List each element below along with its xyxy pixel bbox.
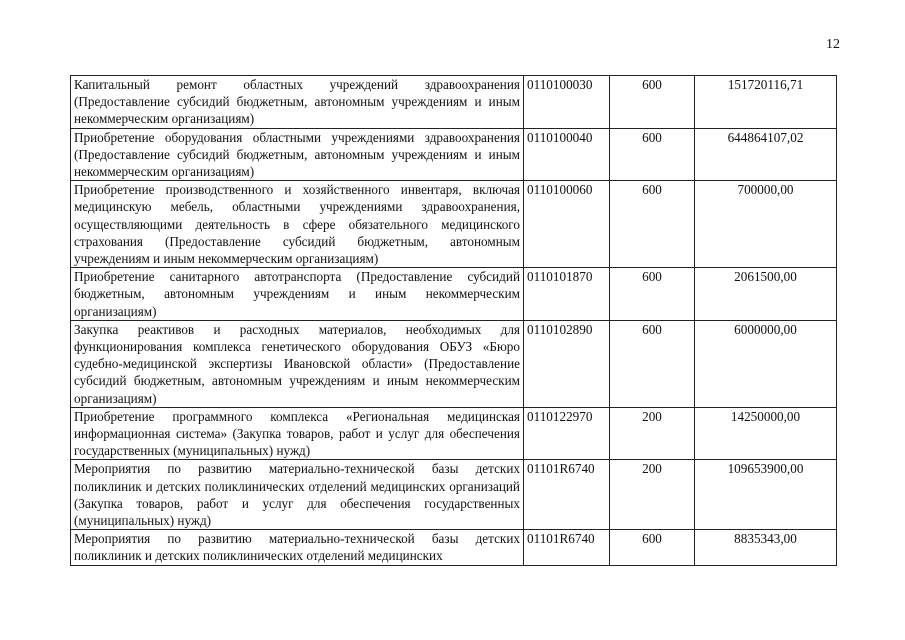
table-row [71,128,837,181]
expense-type-cell: 600 [610,76,695,129]
expense-type-cell: 600 [610,181,695,268]
expense-name-cell: Приобретение санитарного автотранспорта (Предоставление субсидий бюджетным, автономным учреждениям и иным некоммерческим организациям) [71,268,524,321]
table-row [71,268,837,321]
target-article-code-cell: 0110101870 [524,268,610,321]
target-article-code-cell: 0110100040 [524,128,610,181]
expense-type-cell: 600 [610,268,695,321]
amount-cell: 700000,00 [695,181,837,268]
expense-type-cell: 200 [610,407,695,460]
target-article-code-cell: 0110102890 [524,320,610,407]
target-article-code-cell: 0110100060 [524,181,610,268]
expense-name-cell: Мероприятия по развитию материально-технической базы детских поликлиник и детских поликлинических отделений медицинских [71,530,524,565]
amount-cell: 14250000,00 [695,407,837,460]
table-row [71,460,837,530]
expense-name-cell: Приобретение оборудования областными учреждениями здравоохранения (Предоставление субсидий бюджетным, автономным учреждениям и иным некоммерческим организациям) [71,128,524,181]
page-number: 12 [826,37,840,52]
amount-cell: 109653900,00 [695,460,837,530]
table-row [71,320,837,407]
target-article-code-cell: 01101R6740 [524,530,610,565]
table-row [71,181,837,268]
expense-name-cell: Закупка реактивов и расходных материалов, необходимых для функционирования комплекса генетического оборудования ОБУЗ «Бюро судебно-медицинской экспертизы Ивановской области» (Предоставление субсидий бюджетным, автономным учреждениям и иным некоммерческим организациям) [71,320,524,407]
expense-name-cell: Приобретение программного комплекса «Региональная медицинская информационная система» (Закупка товаров, работ и услуг для обеспечения государственных (муниципальных) нужд) [71,407,524,460]
expense-type-cell: 600 [610,128,695,181]
expense-type-cell: 600 [610,320,695,407]
amount-cell: 6000000,00 [695,320,837,407]
table-row [71,76,837,129]
table-row [71,407,837,460]
target-article-code-cell: 01101R6740 [524,460,610,530]
target-article-code-cell: 0110100030 [524,76,610,129]
budget-table-body [71,76,837,566]
table-row [71,530,837,565]
amount-cell: 2061500,00 [695,268,837,321]
expense-name-cell: Приобретение производственного и хозяйственного инвентаря, включая медицинскую мебель, областными учреждениями здравоохранения, осуществляющими деятельность в сфере обязательного медицинского страхования (Предоставление субсидий бюджетным, автономным учреждениям и иным некоммерческим организациям) [71,181,524,268]
budget-table [70,75,837,566]
expense-type-cell: 200 [610,460,695,530]
amount-cell: 151720116,71 [695,76,837,129]
amount-cell: 644864107,02 [695,128,837,181]
expense-name-cell: Капитальный ремонт областных учреждений здравоохранения (Предоставление субсидий бюджетным, автономным учреждениям и иным некоммерческим организациям) [71,76,524,129]
amount-cell: 8835343,00 [695,530,837,565]
expense-name-cell: Мероприятия по развитию материально-технической базы детских поликлиник и детских поликлинических отделений медицинских организаций (Закупка товаров, работ и услуг для обеспечения государственных (муниципальных) нужд) [71,460,524,530]
target-article-code-cell: 0110122970 [524,407,610,460]
expense-type-cell: 600 [610,530,695,565]
